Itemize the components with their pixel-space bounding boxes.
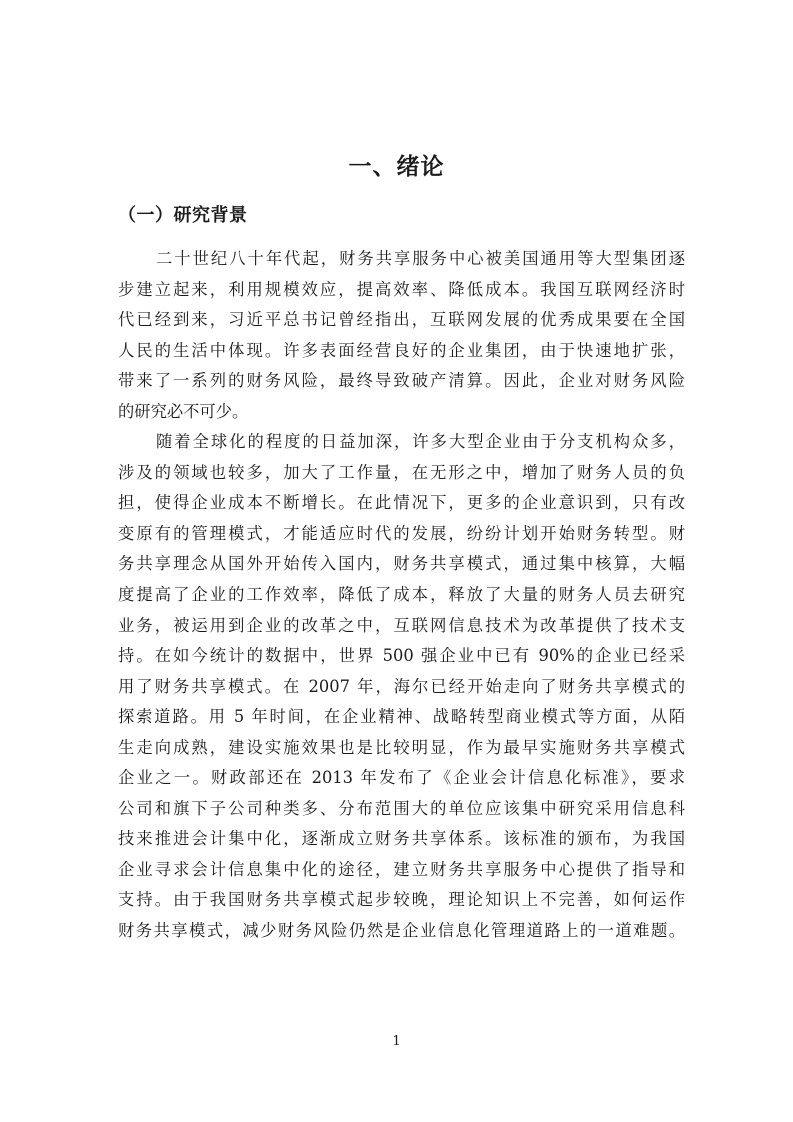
text-line: 度提高了企业的工作效率，降低了成本，释放了大量的财务人员去研究 — [118, 585, 685, 605]
text-line: 二十世纪八十年代起，财务共享服务中心被美国通用等大型集团逐 — [156, 249, 685, 268]
text-line: 企业之一。财政部还在 2013 年发布了《企业会计信息化标准》，要求 — [118, 768, 685, 788]
page-number: 1 — [392, 1034, 401, 1049]
paragraph-2 — [118, 427, 685, 946]
text-line: 企业寻求会计信息集中化的途径，建立财务共享服务中心提供了指导和 — [118, 859, 685, 879]
text-line: 技来推进会计集中化，逐渐成立财务共享体系。该标准的颁布，为我国 — [118, 829, 685, 849]
text-line: 人民的生活中体现。许多表面经营良好的企业集团，由于快速地扩张， — [118, 340, 685, 360]
text-line: 涉及的领域也较多，加大了工作量，在无形之中，增加了财务人员的负 — [118, 462, 685, 482]
text-line: 探索道路。用 5 年时间，在企业精神、战略转型商业模式等方面，从陌 — [118, 707, 685, 727]
text-line: 担，使得企业成本不断增长。在此情况下，更多的企业意识到，只有改 — [118, 493, 685, 513]
section-title: （一）研究背景 — [118, 205, 248, 226]
text-line: 持。在如今统计的数据中，世界 500 强企业中已有 90%的企业已经采 — [118, 646, 685, 666]
text-line: 变原有的管理模式，才能适应时代的发展，纷纷计划开始财务转型。财 — [118, 523, 685, 543]
text-line: 业务，被运用到企业的改革之中，互联网信息技术为改革提供了技术支 — [118, 615, 685, 635]
text-line: 公司和旗下子公司种类多、分布范围大的单位应该集中研究采用信息科 — [118, 798, 685, 818]
text-line: 的研究必不可少。 — [118, 401, 249, 421]
paragraph-1 — [118, 244, 685, 427]
text-line: 代已经到来，习近平总书记曾经指出，互联网发展的优秀成果要在全国 — [118, 310, 685, 330]
text-line: 步建立起来，利用规模效应，提高效率、降低成本。我国互联网经济时 — [118, 279, 685, 299]
chapter-title: 一、绪论 — [348, 154, 445, 180]
text-line: 财务共享模式，减少财务风险仍然是企业信息化管理道路上的一道难题。 — [118, 921, 685, 941]
text-line: 用了财务共享模式。在 2007 年，海尔已经开始走向了财务共享模式的 — [118, 676, 685, 696]
text-line: 务共享理念从国外开始传入国内，财务共享模式，通过集中核算，大幅 — [118, 554, 685, 574]
text-line: 随着全球化的程度的日益加深，许多大型企业由于分支机构众多， — [156, 432, 685, 452]
text-line: 带来了一系列的财务风险，最终导致破产清算。因此，企业对财务风险 — [118, 371, 685, 391]
body-text — [118, 244, 685, 947]
text-line: 支持。由于我国财务共享模式起步较晚，理论知识上不完善，如何运作 — [118, 890, 685, 910]
text-line: 生走向成熟，建设实施效果也是比较明显，作为最早实施财务共享模式 — [118, 737, 685, 757]
